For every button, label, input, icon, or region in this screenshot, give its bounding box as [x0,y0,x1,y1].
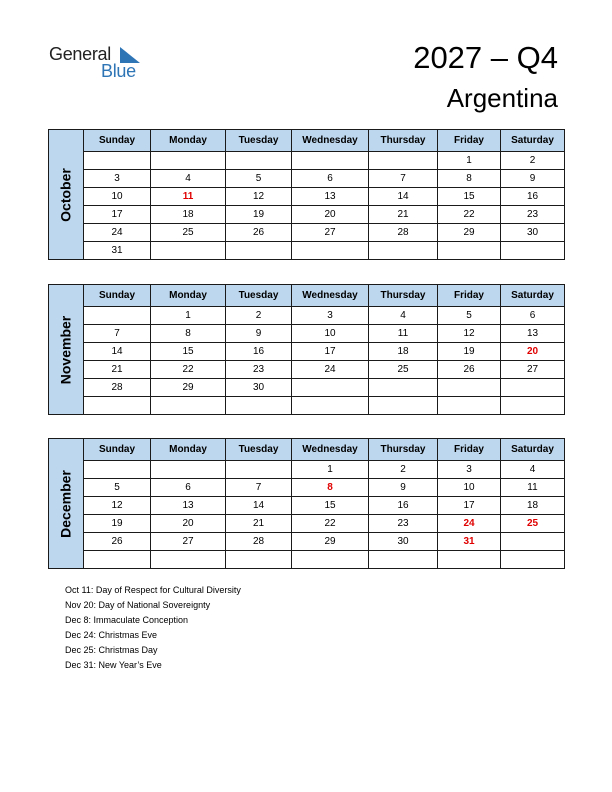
day-cell: 21 [369,206,438,224]
day-cell: 11 [501,479,565,497]
day-cell: 4 [369,307,438,325]
weekday-header: Wednesday [292,285,369,307]
day-cell [226,242,292,260]
day-cell [84,307,151,325]
day-cell: 2 [501,152,565,170]
weekday-header: Monday [151,285,226,307]
day-cell [369,152,438,170]
day-cell [501,551,565,569]
day-cell [501,242,565,260]
day-cell: 14 [369,188,438,206]
day-cell: 5 [84,479,151,497]
holiday-item: Oct 11: Day of Respect for Cultural Diversity [65,585,241,595]
month-label-cell [49,439,84,569]
day-cell: 8 [151,325,226,343]
day-cell: 12 [84,497,151,515]
day-cell: 5 [438,307,501,325]
day-cell [151,461,226,479]
day-cell: 30 [226,379,292,397]
day-cell: 27 [501,361,565,379]
week-row [49,152,565,170]
day-cell: 7 [226,479,292,497]
day-cell: 26 [84,533,151,551]
day-cell [84,461,151,479]
day-cell [84,397,151,415]
country-name: Argentina [446,83,558,113]
day-cell: 1 [438,152,501,170]
day-cell: 23 [501,206,565,224]
holiday-day-cell: 8 [292,479,369,497]
week-row [49,224,565,242]
day-cell: 16 [501,188,565,206]
day-cell: 18 [369,343,438,361]
day-cell [292,397,369,415]
month-table-november [48,284,565,415]
day-cell: 22 [438,206,501,224]
holiday-day-cell: 24 [438,515,501,533]
day-cell: 17 [438,497,501,515]
month-table-october [48,129,565,260]
day-cell: 28 [84,379,151,397]
day-cell [151,397,226,415]
weekday-header: Sunday [84,285,151,307]
weekday-header: Tuesday [226,285,292,307]
day-cell: 16 [226,343,292,361]
month-label-cell [49,130,84,260]
day-cell: 3 [438,461,501,479]
day-cell: 1 [151,307,226,325]
weekday-header: Friday [438,285,501,307]
holiday-item: Dec 25: Christmas Day [65,645,158,655]
day-cell: 17 [84,206,151,224]
day-cell: 5 [226,170,292,188]
generalblue-logo [49,44,149,84]
day-cell: 27 [292,224,369,242]
day-cell: 6 [292,170,369,188]
day-cell [369,242,438,260]
day-cell: 20 [292,206,369,224]
holiday-item: Dec 24: Christmas Eve [65,630,158,640]
day-cell: 15 [292,497,369,515]
day-cell: 23 [226,361,292,379]
day-cell: 21 [84,361,151,379]
day-cell [292,242,369,260]
day-cell [438,551,501,569]
day-cell [84,152,151,170]
day-cell: 26 [226,224,292,242]
holiday-list [65,583,241,673]
day-cell: 4 [151,170,226,188]
day-cell [151,551,226,569]
weekday-header: Tuesday [226,439,292,461]
logo-text-blue: Blue [101,61,136,81]
week-row [49,515,565,533]
weekday-header: Thursday [369,439,438,461]
month-table-december [48,438,565,569]
week-row [49,397,565,415]
holiday-day-cell: 25 [501,515,565,533]
day-cell: 1 [292,461,369,479]
day-cell [369,397,438,415]
day-cell: 15 [151,343,226,361]
day-cell: 10 [84,188,151,206]
day-cell: 26 [438,361,501,379]
holiday-item: Dec 8: Immaculate Conception [65,615,189,625]
day-cell: 9 [369,479,438,497]
day-cell: 13 [151,497,226,515]
day-cell [84,551,151,569]
day-cell: 7 [84,325,151,343]
day-cell: 2 [226,307,292,325]
day-cell: 20 [151,515,226,533]
weekday-header: Friday [438,130,501,152]
weekday-header: Monday [151,439,226,461]
day-cell: 9 [226,325,292,343]
day-cell [501,533,565,551]
week-row [49,188,565,206]
weekday-header: Monday [151,130,226,152]
holiday-day-cell: 31 [438,533,501,551]
week-row [49,242,565,260]
day-cell: 24 [84,224,151,242]
day-cell: 18 [151,206,226,224]
day-cell: 18 [501,497,565,515]
week-row [49,479,565,497]
logo-text-general: General [49,44,111,64]
day-cell [292,152,369,170]
day-cell [151,242,226,260]
day-cell [438,397,501,415]
day-cell: 12 [438,325,501,343]
day-cell [438,242,501,260]
day-cell: 3 [292,307,369,325]
week-row [49,461,565,479]
day-cell: 31 [84,242,151,260]
holiday-item: Nov 20: Day of National Sovereignty [65,600,211,610]
day-cell [501,379,565,397]
weekday-header: Wednesday [292,130,369,152]
day-cell: 25 [369,361,438,379]
month-label-cell [49,285,84,415]
weekday-header: Saturday [501,439,565,461]
day-cell: 22 [292,515,369,533]
day-cell: 10 [438,479,501,497]
day-cell: 19 [84,515,151,533]
week-row [49,497,565,515]
day-cell [226,461,292,479]
day-cell [292,551,369,569]
day-cell: 14 [226,497,292,515]
day-cell: 19 [438,343,501,361]
day-cell: 28 [226,533,292,551]
week-row [49,533,565,551]
day-cell: 25 [151,224,226,242]
week-row [49,170,565,188]
day-cell: 29 [151,379,226,397]
holiday-item: Dec 31: New Year’s Eve [65,660,162,670]
day-cell: 8 [438,170,501,188]
week-row [49,307,565,325]
week-row [49,343,565,361]
day-cell [438,379,501,397]
day-cell: 4 [501,461,565,479]
weekday-header: Saturday [501,130,565,152]
week-row [49,325,565,343]
day-cell: 17 [292,343,369,361]
weekday-header: Sunday [84,439,151,461]
week-row [49,379,565,397]
day-cell: 14 [84,343,151,361]
weekday-header: Saturday [501,285,565,307]
weekday-header: Thursday [369,130,438,152]
day-cell: 23 [369,515,438,533]
page-title: 2027 – Q4 [413,40,558,75]
day-cell [369,551,438,569]
day-cell: 7 [369,170,438,188]
day-cell: 29 [292,533,369,551]
day-cell: 28 [369,224,438,242]
day-cell: 13 [501,325,565,343]
week-row [49,361,565,379]
weekday-header: Thursday [369,285,438,307]
week-row [49,551,565,569]
day-cell: 30 [369,533,438,551]
day-cell: 16 [369,497,438,515]
day-cell: 22 [151,361,226,379]
day-cell: 3 [84,170,151,188]
day-cell: 6 [151,479,226,497]
holiday-day-cell: 11 [151,188,226,206]
day-cell: 24 [292,361,369,379]
day-cell [501,397,565,415]
weekday-header: Sunday [84,130,151,152]
day-cell [226,397,292,415]
weekday-header: Wednesday [292,439,369,461]
day-cell: 15 [438,188,501,206]
day-cell: 29 [438,224,501,242]
day-cell [226,152,292,170]
day-cell [226,551,292,569]
day-cell: 19 [226,206,292,224]
day-cell: 9 [501,170,565,188]
day-cell: 11 [369,325,438,343]
month-name: October [57,167,74,222]
month-name: November [57,315,74,384]
day-cell: 13 [292,188,369,206]
day-cell [151,152,226,170]
day-cell: 12 [226,188,292,206]
weekday-header: Tuesday [226,130,292,152]
day-cell: 10 [292,325,369,343]
day-cell [292,379,369,397]
day-cell [369,379,438,397]
day-cell: 6 [501,307,565,325]
month-name: December [57,469,74,538]
holiday-day-cell: 20 [501,343,565,361]
day-cell: 27 [151,533,226,551]
weekday-header: Friday [438,439,501,461]
day-cell: 2 [369,461,438,479]
day-cell: 30 [501,224,565,242]
day-cell: 21 [226,515,292,533]
week-row [49,206,565,224]
